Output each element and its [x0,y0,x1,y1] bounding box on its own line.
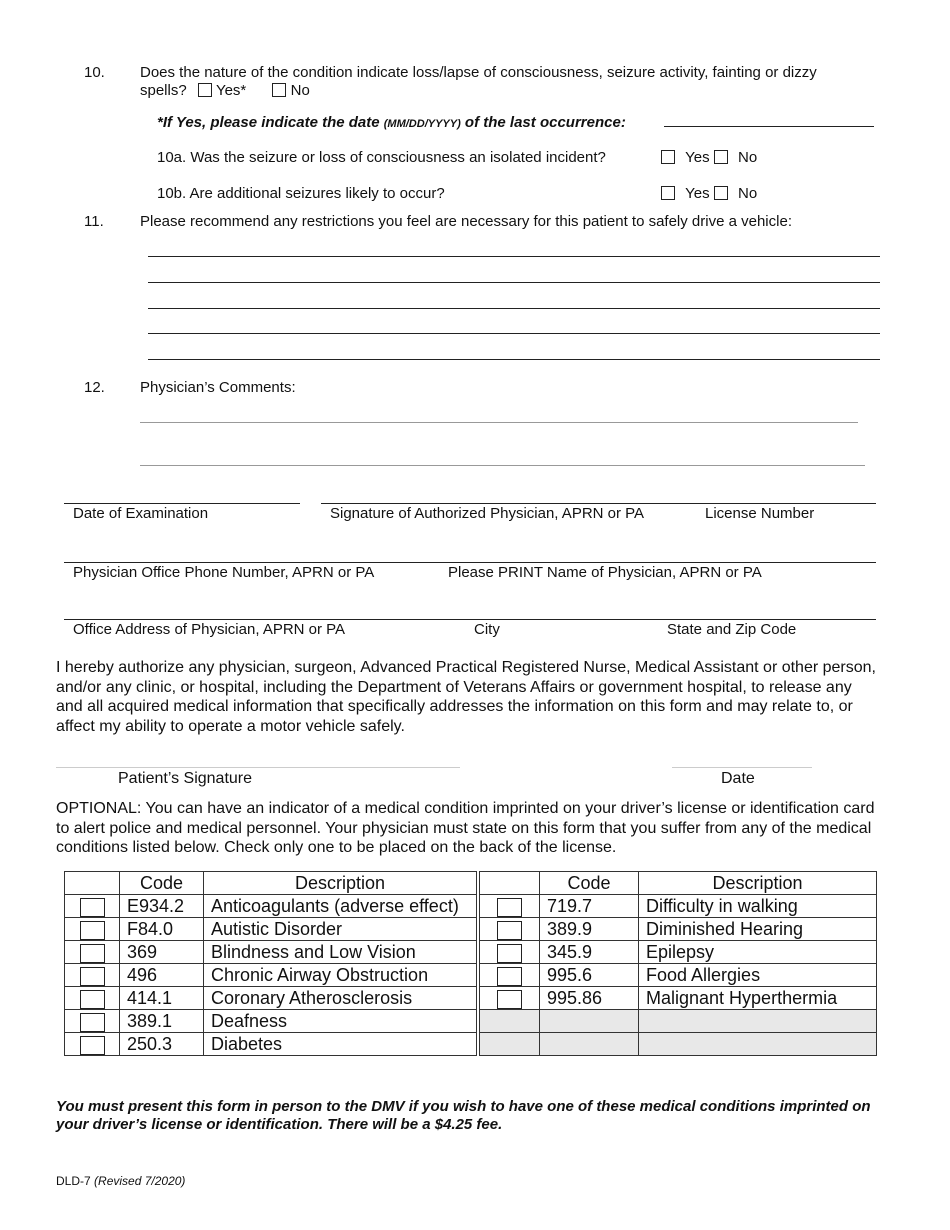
q10b-options [661,185,757,203]
condition-checkbox[interactable] [80,898,105,917]
q10a-yes-label: Yes [685,149,710,166]
condition-description: Blindness and Low Vision [204,941,477,964]
authorization-paragraph: I hereby authorize any physician, surgeon, Advanced Practical Registered Nurse, Medical Assistant or other person, and/or any clinic, or hospital, including the Department of Veterans Affairs or government hospital, to release any and all acquired medical information that specifically addresses the information on this form and may relate to, or affect my ability to operate a motor vehicle safely. [56,659,876,735]
office-address-field[interactable] [64,619,876,620]
dmv-notice: You must present this form in person to the DMV if you wish to have one of these medical conditions imprinted on your driver’s license or identification. There will be a $4.25 fee. [56,1098,871,1133]
q10-no-label: No [290,82,310,99]
condition-description: Deafness [204,1010,477,1033]
patient-signature-label: Patient’s Signature [118,770,253,787]
table-row [65,941,477,964]
q10b-yes-checkbox[interactable] [661,186,675,200]
table-header-row [65,872,477,895]
condition-description: Food Allergies [639,964,877,987]
conditions-table-right [479,871,877,1056]
comments-line-1[interactable] [140,422,858,423]
q10b-no-checkbox[interactable] [714,186,728,200]
q12-number: 12. [84,379,105,396]
q10-text-2: spells? [140,82,187,99]
physician-signature-label: Signature of Authorized Physician, APRN or PA [330,505,645,522]
q12-text: Physician’s Comments: [140,379,296,396]
patient-signature-field[interactable] [56,767,460,768]
q10-no-checkbox[interactable] [272,83,286,97]
phone-and-name-field[interactable] [64,562,876,563]
license-number-label: License Number [705,505,815,522]
condition-checkbox[interactable] [80,1036,105,1055]
form-id: DLD-7 [56,1174,91,1188]
condition-description: Malignant Hyperthermia [639,987,877,1010]
condition-code: 719.7 [540,895,639,918]
q10a-no-checkbox[interactable] [714,150,728,164]
date-of-examination-field[interactable] [64,503,300,504]
form-footer [56,1174,185,1188]
physician-signature-field[interactable] [321,503,876,504]
q10b-no-label: No [738,185,758,202]
city-label: City [474,621,500,638]
condition-code: E934.2 [120,895,204,918]
restrictions-line-5[interactable] [148,359,880,360]
restrictions-line-2[interactable] [148,282,880,283]
office-phone-label: Physician Office Phone Number, APRN or PA [73,564,375,581]
condition-code: 250.3 [120,1033,204,1056]
condition-checkbox[interactable] [497,990,522,1009]
if-yes-text-end: of the last occurrence: [460,114,626,131]
header-code: Code [540,872,639,895]
condition-code: 389.1 [120,1010,204,1033]
q10b-yes-label: Yes [685,185,710,202]
table-row [65,1010,477,1033]
condition-description: Epilepsy [639,941,877,964]
table-row [65,964,477,987]
condition-checkbox[interactable] [80,1013,105,1032]
empty-row [480,1033,877,1056]
condition-checkbox[interactable] [497,967,522,986]
q10-text: Does the nature of the condition indicate loss/lapse of consciousness, seizure activity, fainting or dizzy [140,64,817,81]
table-row [65,895,477,918]
restrictions-line-1[interactable] [148,256,880,257]
table-header-row [480,872,877,895]
condition-description: Coronary Atherosclerosis [204,987,477,1010]
comments-line-2[interactable] [140,465,865,466]
restrictions-line-3[interactable] [148,308,880,309]
q10b-text: 10b. Are additional seizures likely to occur? [157,185,445,202]
header-description: Description [204,872,477,895]
condition-code: 369 [120,941,204,964]
condition-description: Autistic Disorder [204,918,477,941]
conditions-table-left [64,871,477,1056]
condition-checkbox[interactable] [80,921,105,940]
header-description: Description [639,872,877,895]
q10a-options [661,149,757,167]
condition-code: 995.6 [540,964,639,987]
optional-paragraph: OPTIONAL: You can have an indicator of a medical condition imprinted on your driver’s license or identification card to alert police and medical personnel. Your physician must state on this form that you suffer from any of the medical conditions listed below. Check only one to be placed on the back of the license. [56,800,875,856]
table-row [480,918,877,941]
condition-checkbox[interactable] [497,898,522,917]
condition-checkbox[interactable] [80,990,105,1009]
q10-if-yes-instruction [157,114,626,133]
header-checkbox-col [65,872,120,895]
q10-yes-label: Yes* [215,82,247,99]
header-code: Code [120,872,204,895]
condition-checkbox[interactable] [80,967,105,986]
condition-code: F84.0 [120,918,204,941]
date-format-hint: (MM/DD/YYYY) [383,118,461,130]
if-yes-text: *If Yes, please indicate the date [157,114,384,131]
form-revised: (Revised 7/2020) [94,1174,186,1188]
q10a-no-label: No [738,149,758,166]
empty-row [480,1010,877,1033]
table-row [65,1033,477,1056]
condition-checkbox[interactable] [497,944,522,963]
condition-code: 496 [120,964,204,987]
patient-date-label: Date [721,770,755,787]
table-row [480,941,877,964]
q11-text: Please recommend any restrictions you feel are necessary for this patient to safely drive a vehicle: [140,213,792,230]
table-row [480,964,877,987]
condition-description: Anticoagulants (adverse effect) [204,895,477,918]
condition-description: Diminished Hearing [639,918,877,941]
condition-description: Chronic Airway Obstruction [204,964,477,987]
state-zip-label: State and Zip Code [667,621,797,638]
table-row [65,987,477,1010]
condition-checkbox[interactable] [497,921,522,940]
q10-number: 10. [84,64,105,81]
condition-checkbox[interactable] [80,944,105,963]
table-row [480,895,877,918]
office-address-label: Office Address of Physician, APRN or PA [73,621,346,638]
condition-code: 389.9 [540,918,639,941]
table-row [65,918,477,941]
condition-description: Diabetes [204,1033,477,1056]
print-name-label: Please PRINT Name of Physician, APRN or PA [448,564,762,581]
condition-code: 995.86 [540,987,639,1010]
q10a-text: 10a. Was the seizure or loss of consciousness an isolated incident? [157,149,606,166]
restrictions-line-4[interactable] [148,333,880,334]
q11-number: 11. [84,213,104,230]
q10-question [140,64,880,100]
last-occurrence-date-field[interactable] [664,126,874,127]
header-checkbox-col [480,872,540,895]
condition-code: 345.9 [540,941,639,964]
condition-code: 414.1 [120,987,204,1010]
condition-description: Difficulty in walking [639,895,877,918]
q10-yes-checkbox[interactable] [198,83,212,97]
date-of-examination-label: Date of Examination [73,505,209,522]
q10a-yes-checkbox[interactable] [661,150,675,164]
table-row [480,987,877,1010]
patient-date-field[interactable] [672,767,812,768]
